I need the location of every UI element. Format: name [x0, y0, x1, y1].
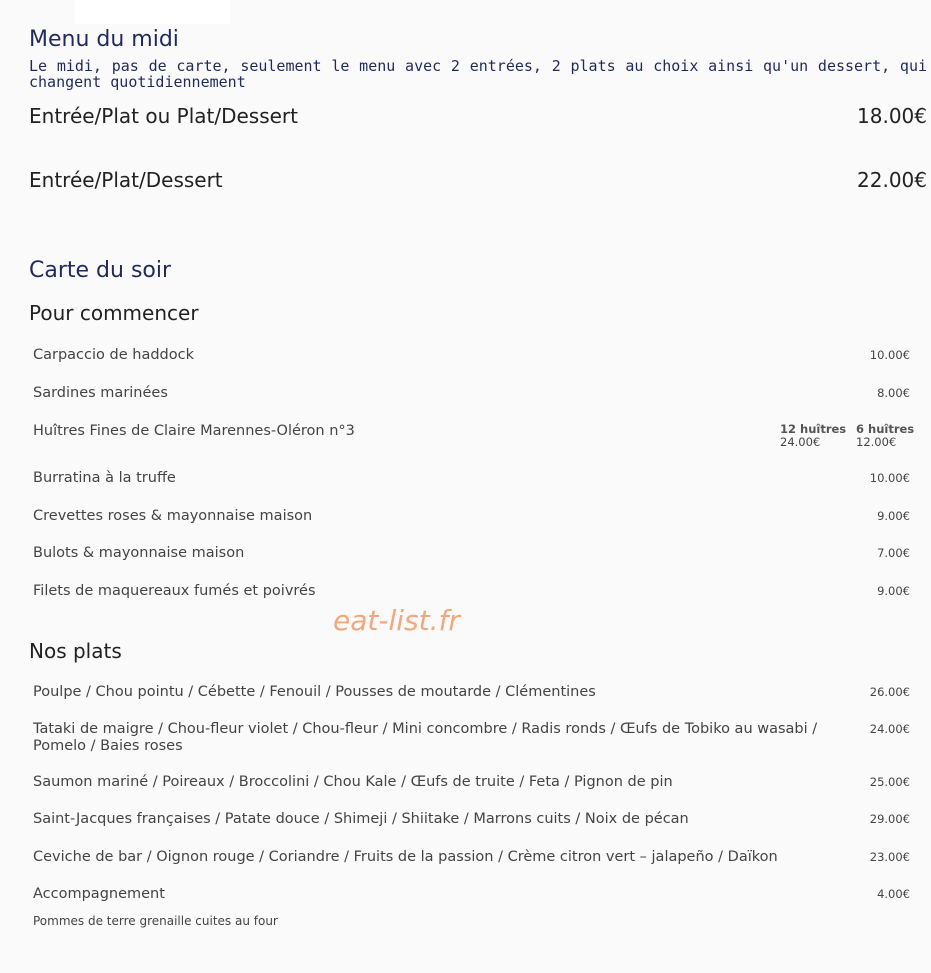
- item-price: 9.00€: [877, 509, 910, 523]
- item-price: 9.00€: [877, 584, 910, 598]
- item-price: 4.00€: [877, 887, 910, 901]
- item-note: Pommes de terre grenaille cuites au four: [33, 914, 278, 928]
- menu-item: [33, 545, 910, 562]
- formula-price: 18.00€: [857, 104, 927, 128]
- oyster-option: [780, 423, 846, 449]
- starters-title: Pour commencer: [29, 301, 199, 325]
- formula-price: 22.00€: [857, 168, 927, 192]
- formula-row: [29, 168, 927, 192]
- item-name: Carpaccio de haddock: [33, 347, 194, 363]
- item-name: Ceviche de bar / Oignon rouge / Coriandre / Fruits de la passion / Crème citron vert – jalapeño / Daïkon: [33, 849, 778, 865]
- option-label: 6 huîtres: [856, 422, 915, 436]
- item-name: Filets de maquereaux fumés et poivrés: [33, 583, 316, 599]
- watermark: eat-list.fr: [333, 604, 460, 637]
- mains-title: Nos plats: [29, 639, 122, 663]
- item-price: 26.00€: [869, 685, 910, 699]
- item-name: Saumon mariné / Poireaux / Broccolini / Chou Kale / Œufs de truite / Feta / Pignon de pin: [33, 774, 673, 790]
- menu-item: [33, 508, 910, 525]
- menu-item: [33, 774, 910, 791]
- formula-name: Entrée/Plat/Dessert: [29, 168, 223, 192]
- menu-item: [33, 347, 910, 364]
- formula-name: Entrée/Plat ou Plat/Dessert: [29, 104, 298, 128]
- item-name: Tataki de maigre / Chou-fleur violet / Chou-fleur / Mini concombre / Radis ronds / Œufs de Tobiko au wasabi / Pomelo / Baies roses: [33, 721, 818, 754]
- item-price: 8.00€: [877, 386, 910, 400]
- item-price: 24.00€: [869, 722, 910, 736]
- item-price: 23.00€: [869, 850, 910, 864]
- option-label: 12 huîtres: [780, 422, 847, 436]
- item-price: 7.00€: [877, 546, 910, 560]
- menu-item: [33, 721, 910, 755]
- item-name: Huîtres Fines de Claire Marennes-Oléron n°3: [33, 423, 355, 439]
- item-name: Accompagnement: [33, 886, 165, 902]
- item-price: 10.00€: [869, 471, 910, 485]
- menu-item: [33, 423, 910, 440]
- carte-soir-title: Carte du soir: [29, 258, 172, 283]
- item-price: 29.00€: [869, 812, 910, 826]
- item-name: Crevettes roses & mayonnaise maison: [33, 508, 313, 524]
- menu-midi-title: Menu du midi: [29, 27, 179, 52]
- menu-item: [33, 470, 910, 487]
- menu-item: [33, 811, 910, 828]
- item-price: 10.00€: [869, 348, 910, 362]
- item-name: Saint-Jacques françaises / Patate douce / Shimeji / Shiitake / Marrons cuits / Noix de pécan: [33, 811, 689, 827]
- option-price: 24.00€: [780, 435, 821, 449]
- item-name: Burratina à la truffe: [33, 470, 176, 486]
- menu-item: [33, 849, 910, 866]
- menu-item: [33, 385, 910, 402]
- menu-item: [33, 886, 910, 903]
- item-name: Sardines marinées: [33, 385, 168, 401]
- menu-item: [33, 684, 910, 701]
- menu-item: [33, 583, 910, 600]
- item-price: 25.00€: [869, 775, 910, 789]
- formula-row: [29, 104, 927, 128]
- top-banner-box: [75, 0, 230, 24]
- oyster-option: [856, 423, 914, 449]
- option-price: 12.00€: [856, 435, 897, 449]
- item-name: Bulots & mayonnaise maison: [33, 545, 245, 561]
- menu-midi-description: Le midi, pas de carte, seulement le menu avec 2 entrées, 2 plats au choix ainsi qu'un dessert, qui changent quotidiennement: [29, 57, 927, 91]
- item-name: Poulpe / Chou pointu / Cébette / Fenouil / Pousses de moutarde / Clémentines: [33, 684, 596, 700]
